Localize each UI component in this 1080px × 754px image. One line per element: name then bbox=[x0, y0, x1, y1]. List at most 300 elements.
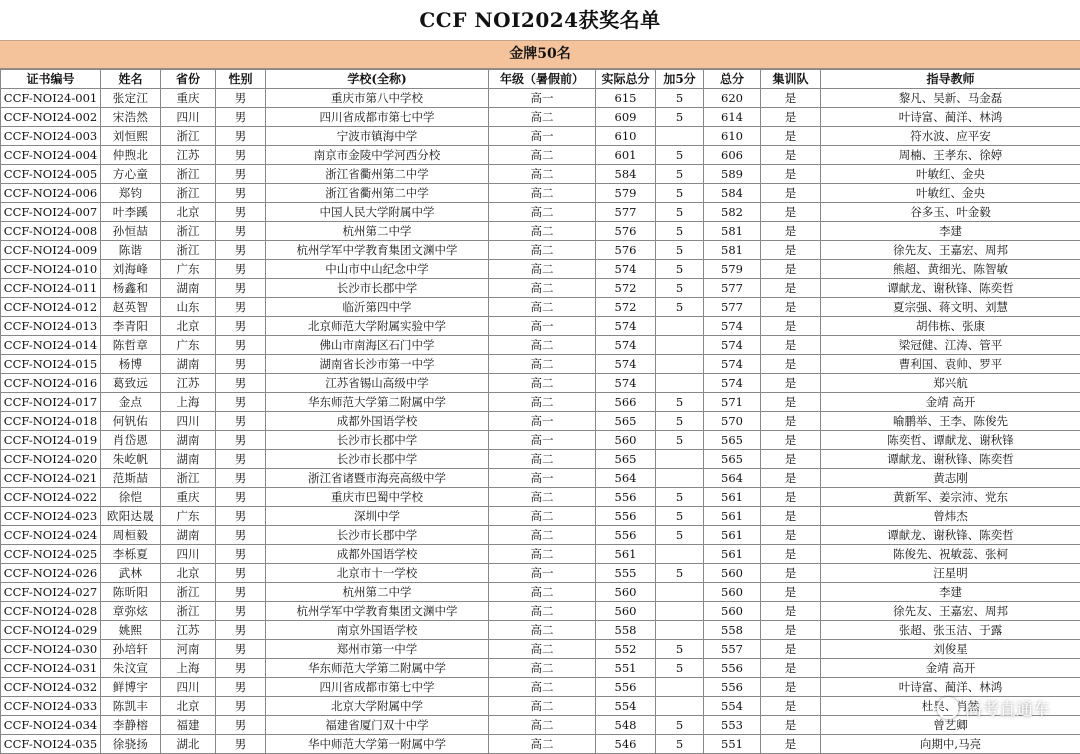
cell-actual-score: 574 bbox=[596, 260, 656, 279]
cell-school: 郑州市第一中学 bbox=[266, 640, 489, 659]
cell-actual-score: 556 bbox=[596, 678, 656, 697]
cell-cert-id: CCF-NOI24-018 bbox=[1, 412, 101, 431]
cell-grade: 高一 bbox=[489, 89, 596, 108]
cell-grade: 高一 bbox=[489, 317, 596, 336]
cell-instructors: 熊超、黄细光、陈智敏 bbox=[821, 260, 1080, 279]
cell-province: 江苏 bbox=[161, 374, 216, 393]
cell-training-team: 是 bbox=[761, 507, 821, 526]
cell-training-team: 是 bbox=[761, 659, 821, 678]
cell-gender: 男 bbox=[216, 241, 266, 260]
page-title: CCF NOI2024获奖名单 bbox=[0, 0, 1080, 40]
cell-instructors: 黄志刚 bbox=[821, 469, 1080, 488]
cell-training-team: 是 bbox=[761, 697, 821, 716]
cell-province: 四川 bbox=[161, 545, 216, 564]
cell-instructors: 汪星明 bbox=[821, 564, 1080, 583]
table-row bbox=[1, 716, 1080, 735]
cell-bonus bbox=[656, 697, 704, 716]
cell-gender: 男 bbox=[216, 355, 266, 374]
cell-total-score: 581 bbox=[704, 222, 761, 241]
table-row bbox=[1, 89, 1080, 108]
cell-gender: 男 bbox=[216, 621, 266, 640]
cell-school: 佛山市南海区石门中学 bbox=[266, 336, 489, 355]
cell-actual-score: 546 bbox=[596, 735, 656, 754]
cell-bonus: 5 bbox=[656, 298, 704, 317]
cell-province: 浙江 bbox=[161, 184, 216, 203]
cell-total-score: 579 bbox=[704, 260, 761, 279]
cell-province: 浙江 bbox=[161, 469, 216, 488]
cell-province: 湖北 bbox=[161, 735, 216, 754]
cell-grade: 高二 bbox=[489, 621, 596, 640]
table-row bbox=[1, 298, 1080, 317]
cell-gender: 男 bbox=[216, 317, 266, 336]
cell-name: 徐骁扬 bbox=[101, 735, 161, 754]
cell-province: 广东 bbox=[161, 507, 216, 526]
cell-instructors: 杜昊、肖然 bbox=[821, 697, 1080, 716]
cell-name: 姚熙 bbox=[101, 621, 161, 640]
cell-training-team: 是 bbox=[761, 450, 821, 469]
table-row bbox=[1, 621, 1080, 640]
cell-gender: 男 bbox=[216, 697, 266, 716]
cell-instructors: 金靖 高开 bbox=[821, 659, 1080, 678]
cell-training-team: 是 bbox=[761, 621, 821, 640]
cell-training-team: 是 bbox=[761, 564, 821, 583]
table-row bbox=[1, 146, 1080, 165]
cell-province: 湖南 bbox=[161, 526, 216, 545]
cell-cert-id: CCF-NOI24-014 bbox=[1, 336, 101, 355]
cell-bonus: 5 bbox=[656, 165, 704, 184]
table-row bbox=[1, 602, 1080, 621]
cell-actual-score: 615 bbox=[596, 89, 656, 108]
cell-name: 肖岱恩 bbox=[101, 431, 161, 450]
cell-total-score: 577 bbox=[704, 298, 761, 317]
cell-name: 武林 bbox=[101, 564, 161, 583]
cell-school: 杭州第二中学 bbox=[266, 222, 489, 241]
table-row bbox=[1, 488, 1080, 507]
cell-training-team: 是 bbox=[761, 488, 821, 507]
cell-total-score: 561 bbox=[704, 507, 761, 526]
cell-actual-score: 555 bbox=[596, 564, 656, 583]
cell-gender: 男 bbox=[216, 203, 266, 222]
cell-name: 方心童 bbox=[101, 165, 161, 184]
cell-cert-id: CCF-NOI24-033 bbox=[1, 697, 101, 716]
cell-training-team: 是 bbox=[761, 469, 821, 488]
cell-total-score: 589 bbox=[704, 165, 761, 184]
cell-gender: 男 bbox=[216, 469, 266, 488]
cell-gender: 男 bbox=[216, 336, 266, 355]
cell-school: 南京市金陵中学河西分校 bbox=[266, 146, 489, 165]
cell-name: 李栎夏 bbox=[101, 545, 161, 564]
cell-cert-id: CCF-NOI24-026 bbox=[1, 564, 101, 583]
cell-cert-id: CCF-NOI24-031 bbox=[1, 659, 101, 678]
cell-province: 浙江 bbox=[161, 602, 216, 621]
header-school: 学校(全称) bbox=[266, 70, 489, 89]
cell-cert-id: CCF-NOI24-034 bbox=[1, 716, 101, 735]
cell-school: 深圳中学 bbox=[266, 507, 489, 526]
cell-school: 成都外国语学校 bbox=[266, 545, 489, 564]
table-row bbox=[1, 355, 1080, 374]
watermark-logo-icon bbox=[937, 697, 959, 719]
cell-province: 河南 bbox=[161, 640, 216, 659]
cell-cert-id: CCF-NOI24-005 bbox=[1, 165, 101, 184]
cell-grade: 高二 bbox=[489, 222, 596, 241]
cell-name: 陈谐 bbox=[101, 241, 161, 260]
header-gender: 性别 bbox=[216, 70, 266, 89]
table-row bbox=[1, 127, 1080, 146]
cell-training-team: 是 bbox=[761, 716, 821, 735]
table-body bbox=[1, 89, 1080, 754]
cell-bonus: 5 bbox=[656, 260, 704, 279]
cell-province: 北京 bbox=[161, 697, 216, 716]
cell-province: 广东 bbox=[161, 336, 216, 355]
cell-province: 四川 bbox=[161, 108, 216, 127]
cell-school: 浙江省诸暨市海亮高级中学 bbox=[266, 469, 489, 488]
cell-school: 华中师范大学第一附属中学 bbox=[266, 735, 489, 754]
cell-province: 北京 bbox=[161, 203, 216, 222]
cell-school: 江苏省锡山高级中学 bbox=[266, 374, 489, 393]
cell-training-team: 是 bbox=[761, 336, 821, 355]
cell-grade: 高二 bbox=[489, 374, 596, 393]
cell-bonus bbox=[656, 678, 704, 697]
cell-instructors: 郑兴航 bbox=[821, 374, 1080, 393]
cell-cert-id: CCF-NOI24-016 bbox=[1, 374, 101, 393]
cell-bonus bbox=[656, 545, 704, 564]
cell-gender: 男 bbox=[216, 735, 266, 754]
cell-instructors: 李建 bbox=[821, 222, 1080, 241]
cell-total-score: 606 bbox=[704, 146, 761, 165]
cell-gender: 男 bbox=[216, 374, 266, 393]
cell-grade: 高二 bbox=[489, 583, 596, 602]
table-row bbox=[1, 241, 1080, 260]
cell-bonus bbox=[656, 583, 704, 602]
cell-bonus: 5 bbox=[656, 279, 704, 298]
cell-bonus: 5 bbox=[656, 108, 704, 127]
cell-actual-score: 556 bbox=[596, 526, 656, 545]
cell-school: 杭州学军中学教育集团文渊中学 bbox=[266, 241, 489, 260]
cell-name: 金点 bbox=[101, 393, 161, 412]
cell-total-score: 564 bbox=[704, 469, 761, 488]
cell-training-team: 是 bbox=[761, 146, 821, 165]
cell-cert-id: CCF-NOI24-028 bbox=[1, 602, 101, 621]
cell-school: 杭州学军中学教育集团文渊中学 bbox=[266, 602, 489, 621]
cell-school: 北京大学附属中学 bbox=[266, 697, 489, 716]
cell-gender: 男 bbox=[216, 450, 266, 469]
table-row bbox=[1, 450, 1080, 469]
cell-gender: 男 bbox=[216, 165, 266, 184]
cell-bonus bbox=[656, 621, 704, 640]
cell-province: 浙江 bbox=[161, 583, 216, 602]
cell-cert-id: CCF-NOI24-008 bbox=[1, 222, 101, 241]
cell-gender: 男 bbox=[216, 507, 266, 526]
cell-name: 欧阳达晟 bbox=[101, 507, 161, 526]
cell-name: 朱屹帆 bbox=[101, 450, 161, 469]
cell-instructors: 符水波、应平安 bbox=[821, 127, 1080, 146]
cell-actual-score: 552 bbox=[596, 640, 656, 659]
cell-gender: 男 bbox=[216, 89, 266, 108]
cell-bonus bbox=[656, 317, 704, 336]
cell-grade: 高二 bbox=[489, 165, 596, 184]
cell-cert-id: CCF-NOI24-001 bbox=[1, 89, 101, 108]
cell-name: 叶李蹊 bbox=[101, 203, 161, 222]
cell-instructors: 喻鹏举、王李、陈俊先 bbox=[821, 412, 1080, 431]
table-row bbox=[1, 526, 1080, 545]
cell-actual-score: 576 bbox=[596, 222, 656, 241]
header-training-team: 集训队 bbox=[761, 70, 821, 89]
cell-cert-id: CCF-NOI24-030 bbox=[1, 640, 101, 659]
cell-actual-score: 560 bbox=[596, 583, 656, 602]
cell-instructors: 向期中,马亮 bbox=[821, 735, 1080, 754]
table-row bbox=[1, 507, 1080, 526]
cell-grade: 高二 bbox=[489, 507, 596, 526]
cell-total-score: 556 bbox=[704, 659, 761, 678]
table-row bbox=[1, 564, 1080, 583]
cell-school: 中国人民大学附属中学 bbox=[266, 203, 489, 222]
cell-gender: 男 bbox=[216, 260, 266, 279]
cell-school: 湖南省长沙市第一中学 bbox=[266, 355, 489, 374]
cell-total-score: 584 bbox=[704, 184, 761, 203]
cell-bonus: 5 bbox=[656, 507, 704, 526]
cell-school: 临沂第四中学 bbox=[266, 298, 489, 317]
cell-instructors: 曾艺卿 bbox=[821, 716, 1080, 735]
cell-bonus bbox=[656, 336, 704, 355]
cell-instructors: 徐先友、王嘉宏、周邦 bbox=[821, 241, 1080, 260]
cell-gender: 男 bbox=[216, 488, 266, 507]
cell-bonus: 5 bbox=[656, 431, 704, 450]
header-bonus: 加5分 bbox=[656, 70, 704, 89]
cell-training-team: 是 bbox=[761, 355, 821, 374]
cell-grade: 高二 bbox=[489, 678, 596, 697]
table-row bbox=[1, 203, 1080, 222]
cell-gender: 男 bbox=[216, 602, 266, 621]
cell-grade: 高二 bbox=[489, 260, 596, 279]
cell-bonus: 5 bbox=[656, 393, 704, 412]
cell-name: 周桓毅 bbox=[101, 526, 161, 545]
cell-total-score: 574 bbox=[704, 374, 761, 393]
cell-total-score: 565 bbox=[704, 450, 761, 469]
cell-bonus bbox=[656, 374, 704, 393]
cell-training-team: 是 bbox=[761, 735, 821, 754]
cell-total-score: 582 bbox=[704, 203, 761, 222]
cell-school: 成都外国语学校 bbox=[266, 412, 489, 431]
cell-school: 中山市中山纪念中学 bbox=[266, 260, 489, 279]
cell-province: 浙江 bbox=[161, 127, 216, 146]
cell-cert-id: CCF-NOI24-013 bbox=[1, 317, 101, 336]
cell-cert-id: CCF-NOI24-002 bbox=[1, 108, 101, 127]
table-row bbox=[1, 659, 1080, 678]
cell-training-team: 是 bbox=[761, 412, 821, 431]
cell-grade: 高二 bbox=[489, 488, 596, 507]
cell-grade: 高二 bbox=[489, 108, 596, 127]
cell-province: 湖南 bbox=[161, 450, 216, 469]
cell-grade: 高二 bbox=[489, 355, 596, 374]
cell-bonus: 5 bbox=[656, 89, 704, 108]
cell-province: 江苏 bbox=[161, 146, 216, 165]
cell-grade: 高二 bbox=[489, 393, 596, 412]
cell-actual-score: 560 bbox=[596, 602, 656, 621]
cell-actual-score: 558 bbox=[596, 621, 656, 640]
table-row bbox=[1, 260, 1080, 279]
table-row bbox=[1, 412, 1080, 431]
cell-instructors: 夏宗强、蒋文明、刘慧 bbox=[821, 298, 1080, 317]
cell-name: 李青阳 bbox=[101, 317, 161, 336]
cell-province: 湖南 bbox=[161, 279, 216, 298]
cell-instructors: 徐先友、王嘉宏、周邦 bbox=[821, 602, 1080, 621]
cell-bonus: 5 bbox=[656, 716, 704, 735]
cell-instructors: 张超、张玉洁、于露 bbox=[821, 621, 1080, 640]
cell-instructors: 周楠、王孝东、徐婷 bbox=[821, 146, 1080, 165]
cell-gender: 男 bbox=[216, 184, 266, 203]
cell-cert-id: CCF-NOI24-017 bbox=[1, 393, 101, 412]
cell-actual-score: 609 bbox=[596, 108, 656, 127]
cell-province: 福建 bbox=[161, 716, 216, 735]
watermark bbox=[937, 695, 1050, 720]
cell-actual-score: 556 bbox=[596, 488, 656, 507]
header-grade: 年级（暑假前） bbox=[489, 70, 596, 89]
cell-cert-id: CCF-NOI24-003 bbox=[1, 127, 101, 146]
cell-bonus: 5 bbox=[656, 564, 704, 583]
cell-instructors: 叶诗富、蔺洋、林鸿 bbox=[821, 678, 1080, 697]
cell-gender: 男 bbox=[216, 716, 266, 735]
cell-training-team: 是 bbox=[761, 526, 821, 545]
cell-training-team: 是 bbox=[761, 241, 821, 260]
cell-bonus: 5 bbox=[656, 184, 704, 203]
cell-bonus: 5 bbox=[656, 412, 704, 431]
cell-grade: 高一 bbox=[489, 412, 596, 431]
cell-gender: 男 bbox=[216, 564, 266, 583]
table-row bbox=[1, 393, 1080, 412]
cell-province: 湖南 bbox=[161, 355, 216, 374]
cell-cert-id: CCF-NOI24-011 bbox=[1, 279, 101, 298]
cell-cert-id: CCF-NOI24-006 bbox=[1, 184, 101, 203]
cell-actual-score: 574 bbox=[596, 355, 656, 374]
cell-actual-score: 574 bbox=[596, 374, 656, 393]
cell-gender: 男 bbox=[216, 222, 266, 241]
cell-bonus: 5 bbox=[656, 640, 704, 659]
cell-total-score: 560 bbox=[704, 602, 761, 621]
cell-grade: 高二 bbox=[489, 735, 596, 754]
cell-school: 浙江省衢州第二中学 bbox=[266, 184, 489, 203]
cell-instructors: 刘俊星 bbox=[821, 640, 1080, 659]
cell-instructors: 胡伟栋、张康 bbox=[821, 317, 1080, 336]
cell-gender: 男 bbox=[216, 279, 266, 298]
cell-training-team: 是 bbox=[761, 317, 821, 336]
cell-actual-score: 560 bbox=[596, 431, 656, 450]
cell-name: 朱汶宣 bbox=[101, 659, 161, 678]
cell-total-score: 561 bbox=[704, 488, 761, 507]
cell-name: 何钒佑 bbox=[101, 412, 161, 431]
cell-total-score: 557 bbox=[704, 640, 761, 659]
cell-province: 山东 bbox=[161, 298, 216, 317]
cell-gender: 男 bbox=[216, 298, 266, 317]
cell-total-score: 560 bbox=[704, 564, 761, 583]
cell-name: 陈哲章 bbox=[101, 336, 161, 355]
cell-school: 北京市十一学校 bbox=[266, 564, 489, 583]
cell-cert-id: CCF-NOI24-012 bbox=[1, 298, 101, 317]
cell-grade: 高二 bbox=[489, 659, 596, 678]
header-name: 姓名 bbox=[101, 70, 161, 89]
table-row bbox=[1, 165, 1080, 184]
cell-province: 浙江 bbox=[161, 165, 216, 184]
cell-total-score: 610 bbox=[704, 127, 761, 146]
cell-training-team: 是 bbox=[761, 89, 821, 108]
cell-instructors: 谷多玉、叶金毅 bbox=[821, 203, 1080, 222]
table-row bbox=[1, 678, 1080, 697]
cell-name: 仲煦北 bbox=[101, 146, 161, 165]
cell-province: 上海 bbox=[161, 393, 216, 412]
cell-actual-score: 572 bbox=[596, 279, 656, 298]
cell-training-team: 是 bbox=[761, 545, 821, 564]
cell-training-team: 是 bbox=[761, 298, 821, 317]
cell-school: 四川省成都市第七中学 bbox=[266, 108, 489, 127]
table-header-row bbox=[1, 70, 1080, 89]
cell-bonus: 5 bbox=[656, 241, 704, 260]
cell-total-score: 554 bbox=[704, 697, 761, 716]
cell-province: 广东 bbox=[161, 260, 216, 279]
cell-province: 上海 bbox=[161, 659, 216, 678]
cell-province: 江苏 bbox=[161, 621, 216, 640]
cell-instructors: 叶诗富、蔺洋、林鸿 bbox=[821, 108, 1080, 127]
cell-grade: 高二 bbox=[489, 298, 596, 317]
cell-total-score: 620 bbox=[704, 89, 761, 108]
cell-name: 杨鑫和 bbox=[101, 279, 161, 298]
cell-name: 李静榕 bbox=[101, 716, 161, 735]
cell-total-score: 574 bbox=[704, 317, 761, 336]
cell-name: 鲜博宇 bbox=[101, 678, 161, 697]
cell-school: 华东师范大学第二附属中学 bbox=[266, 393, 489, 412]
cell-grade: 高一 bbox=[489, 564, 596, 583]
cell-bonus: 5 bbox=[656, 222, 704, 241]
table-row bbox=[1, 336, 1080, 355]
cell-actual-score: 577 bbox=[596, 203, 656, 222]
cell-bonus: 5 bbox=[656, 526, 704, 545]
table-row bbox=[1, 697, 1080, 716]
cell-name: 孙恒喆 bbox=[101, 222, 161, 241]
cell-grade: 高二 bbox=[489, 336, 596, 355]
cell-training-team: 是 bbox=[761, 203, 821, 222]
cell-actual-score: 554 bbox=[596, 697, 656, 716]
cell-gender: 男 bbox=[216, 108, 266, 127]
table-row bbox=[1, 317, 1080, 336]
cell-instructors: 李建 bbox=[821, 583, 1080, 602]
cell-training-team: 是 bbox=[761, 165, 821, 184]
cell-province: 重庆 bbox=[161, 89, 216, 108]
cell-actual-score: 579 bbox=[596, 184, 656, 203]
cell-cert-id: CCF-NOI24-035 bbox=[1, 735, 101, 754]
cell-name: 宋浩然 bbox=[101, 108, 161, 127]
cell-training-team: 是 bbox=[761, 260, 821, 279]
cell-instructors: 陈奕哲、谭献龙、谢秋锋 bbox=[821, 431, 1080, 450]
watermark-text: 高考直通车 bbox=[965, 695, 1050, 720]
cell-training-team: 是 bbox=[761, 127, 821, 146]
cell-cert-id: CCF-NOI24-022 bbox=[1, 488, 101, 507]
cell-name: 杨博 bbox=[101, 355, 161, 374]
cell-total-score: 571 bbox=[704, 393, 761, 412]
table-row bbox=[1, 374, 1080, 393]
header-province: 省份 bbox=[161, 70, 216, 89]
cell-name: 赵英智 bbox=[101, 298, 161, 317]
cell-total-score: 614 bbox=[704, 108, 761, 127]
cell-school: 四川省成都市第七中学 bbox=[266, 678, 489, 697]
cell-cert-id: CCF-NOI24-025 bbox=[1, 545, 101, 564]
cell-training-team: 是 bbox=[761, 108, 821, 127]
cell-cert-id: CCF-NOI24-023 bbox=[1, 507, 101, 526]
award-table bbox=[0, 69, 1080, 754]
cell-bonus: 5 bbox=[656, 488, 704, 507]
cell-name: 葛致远 bbox=[101, 374, 161, 393]
cell-province: 浙江 bbox=[161, 241, 216, 260]
table-row bbox=[1, 545, 1080, 564]
cell-name: 范斯喆 bbox=[101, 469, 161, 488]
cell-total-score: 561 bbox=[704, 526, 761, 545]
